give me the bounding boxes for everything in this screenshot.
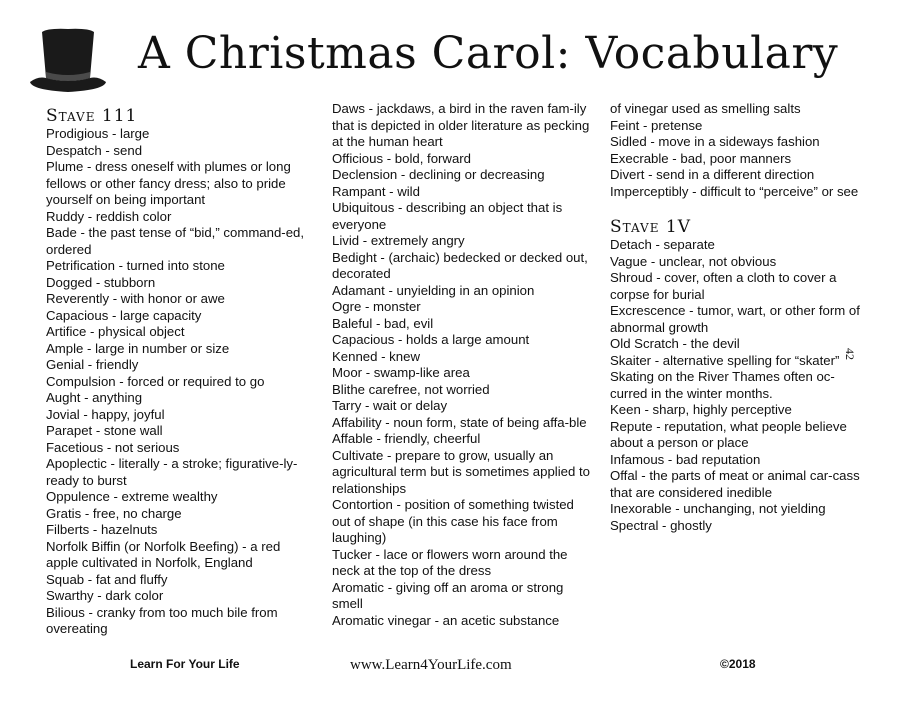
vocab-entry: Affable - friendly, cheerful [332,431,481,446]
vocab-entry: Genial - friendly [46,357,139,372]
vocab-entry: Moor - swamp-like area [332,365,470,380]
stave-3-heading: Stave 111 [46,106,138,126]
vocab-entry: Blithe carefree, not worried [332,381,490,397]
vocab-entry: Cultivate - prepare to grow, usually an agricultural term but is sometimes applied to relationships [332,447,590,496]
vocab-entry: Squab - fat and fluffy [46,571,168,587]
vocab-entry: Detach - separate [610,237,715,252]
footer-brand: Learn For Your Life [130,657,240,671]
vocab-list [332,101,590,629]
vocab-entry: Divert - send in a different direction [610,167,815,182]
vocab-entry: Jovial - happy, joyful [46,406,165,422]
footer-copyright: ©2018 [720,657,756,671]
vocab-entry: Infamous - bad reputation [610,451,761,467]
vocab-entry: Swarthy - dark color [46,588,164,603]
vocab-entry: Keen - sharp, highly perceptive [610,402,792,417]
page-number: 42 [843,348,857,360]
vocab-entry: Declension - declining or decreasing [332,167,545,182]
vocab-entry: Baleful - bad, evil [332,315,434,331]
vocab-entry: Livid - extremely angry [332,233,465,248]
vocab-entry: Offal - the parts of meat or animal car-cass that are considered inedible [610,468,860,500]
vocab-entry: Aromatic - giving off an aroma or strong smell [332,579,564,611]
vocab-entry: Rampant - wild [332,183,420,199]
vocab-list [46,126,308,638]
vocab-entry: Facetious - not serious [46,439,180,455]
column-3 [610,101,862,534]
vocab-entry: Ubiquitous - describing an object that is everyone [332,200,563,232]
vocab-entry: Parapet - stone wall [46,423,163,438]
vocab-entry: Vague - unclear, not obvious [610,253,777,269]
vocab-entry: Despatch - send [46,142,143,158]
stave-4-heading: Stave 1V [610,217,691,237]
top-hat-icon [28,28,108,100]
vocab-entry: Contortion - position of something twisted out of shape (in this case his face from laughing) [332,497,574,545]
vocab-entry: Capacious - large capacity [46,307,202,323]
vocab-entry: Kenned - knew [332,348,420,364]
vocab-entry: Apoplectic - literally - a stroke; figurative-ly-ready to burst [46,456,298,488]
vocab-entry: Inexorable - unchanging, not yielding [610,501,826,516]
vocab-entry: Tarry - wait or delay [332,398,448,413]
vocab-entry: Officious - bold, forward [332,150,472,166]
column-2 [332,101,590,629]
vocab-entry: Shroud - cover, often a cloth to cover a corpse for burial [610,270,837,302]
vocab-entry: Capacious - holds a large amount [332,332,530,347]
vocab-entry: Ample - large in number or size [46,340,230,356]
vocab-entry: Gratis - free, no charge [46,505,182,521]
vocab-entry: Norfolk Biffin (or Norfolk Beefing) - a red apple cultivated in Norfolk, England [46,538,281,570]
vocab-entry: Excrescence - tumor, wart, or other form of abnormal growth [610,303,860,335]
vocab-entry: Bade - the past tense of “bid,” command-ed, ordered [46,225,305,257]
vocab-entry: of vinegar used as smelling salts [610,101,801,116]
column-1 [46,106,308,638]
vocab-entry: Aught - anything [46,390,143,405]
vocab-entry: Reverently - with honor or awe [46,291,225,306]
vocab-entry: Ogre - monster [332,299,421,314]
vocab-entry: Artifice - physical object [46,324,185,339]
vocab-entry: Prodigious - large [46,126,150,141]
vocab-entry: Sidled - move in a sideways fashion [610,134,820,149]
vocab-entry: Oppulence - extreme wealthy [46,489,218,504]
vocab-entry: Petrification - turned into stone [46,258,225,273]
vocab-entry: Affability - noun form, state of being affa-ble [332,414,587,430]
vocab-entry: Repute - reputation, what people believe about a person or place [610,418,847,450]
vocab-entry: Skaiter - alternative spelling for “skater” [610,352,840,368]
vocab-entry: Imperceptibly - difficult to “perceive” or see [610,183,859,199]
vocab-entry: Compulsion - forced or required to go [46,373,265,389]
vocab-entry: Dogged - stubborn [46,274,156,290]
vocab-entry: Bilious - cranky from too much bile from overeating [46,604,278,636]
page-title: A Christmas Carol: Vocabulary [138,28,839,79]
vocab-entry: Adamant - unyielding in an opinion [332,282,535,298]
vocab-entry: Old Scratch - the devil [610,336,740,351]
vocab-entry: Filberts - hazelnuts [46,522,158,537]
vocab-list [610,237,862,534]
vocab-entry: Plume - dress oneself with plumes or long fellows or other fancy dress; also to pride yourself on being important [46,159,291,207]
vocab-entry: Ruddy - reddish color [46,208,172,224]
footer-website: www.Learn4YourLife.com [350,657,512,673]
vocab-entry: Daws - jackdaws, a bird in the raven fam-ily that is depicted in older literature as pecking at the human heart [332,101,590,149]
vocab-entry: Tucker - lace or flowers worn around the neck at the top of the dress [332,546,568,578]
vocab-entry: Bedight - (archaic) bedecked or decked out, decorated [332,249,588,281]
vocab-entry: Spectral - ghostly [610,517,712,533]
vocab-entry: Skating on the River Thames often oc-curred in the winter months. [610,369,835,401]
vocab-list [610,101,862,200]
vocab-entry: Feint - pretense [610,117,703,133]
vocab-entry: Aromatic vinegar - an acetic substance [332,612,560,628]
vocab-entry: Execrable - bad, poor manners [610,150,792,166]
